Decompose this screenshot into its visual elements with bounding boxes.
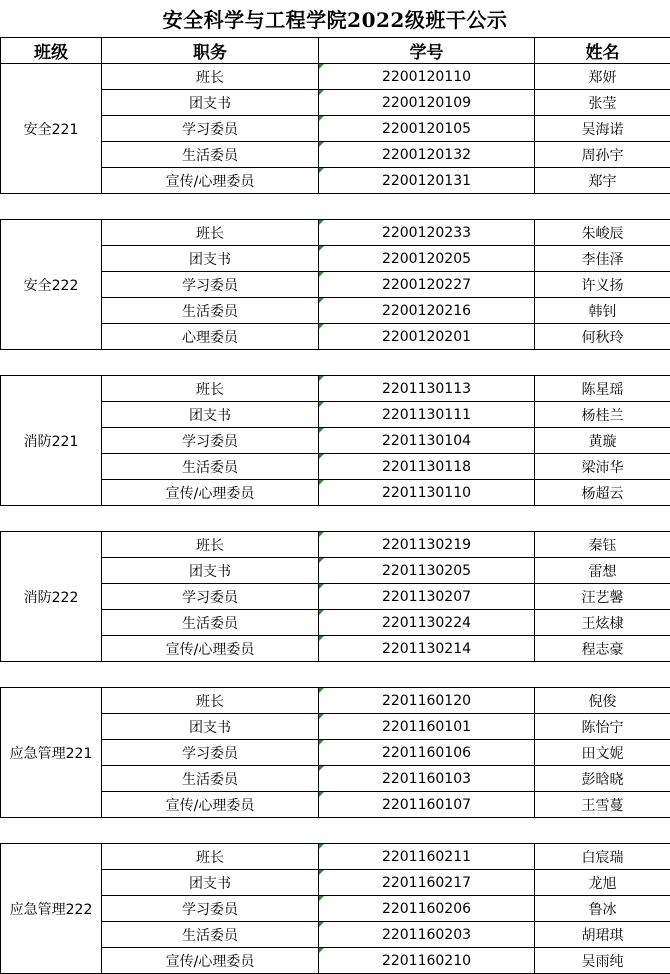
name-cell: 胡珺琪 (535, 922, 670, 948)
position-cell: 团支书 (102, 870, 319, 896)
name-cell: 李佳泽 (535, 246, 670, 272)
position-cell: 班长 (102, 64, 319, 90)
name-cell: 王雪蔓 (535, 792, 670, 818)
table-row (1, 532, 670, 558)
position-cell: 生活委员 (102, 766, 319, 792)
position-cell: 生活委员 (102, 298, 319, 324)
student-id-cell: 2201160106 (319, 740, 535, 766)
table-row (1, 298, 670, 324)
name-cell: 秦钰 (535, 532, 670, 558)
header-class: 班级 (1, 38, 102, 64)
name-cell: 朱峻辰 (535, 220, 670, 246)
position-cell: 班长 (102, 844, 319, 870)
name-cell: 杨桂兰 (535, 402, 670, 428)
student-id-cell: 2201160120 (319, 688, 535, 714)
position-cell: 团支书 (102, 90, 319, 116)
student-id-cell: 2201160101 (319, 714, 535, 740)
position-cell: 班长 (102, 688, 319, 714)
table-row (1, 766, 670, 792)
student-id-cell: 2201160210 (319, 948, 535, 974)
class-name-cell: 安全222 (1, 220, 102, 350)
name-cell: 吴雨纯 (535, 948, 670, 974)
table-row (1, 142, 670, 168)
student-id-cell: 2200120109 (319, 90, 535, 116)
class-name-cell: 应急管理221 (1, 688, 102, 818)
position-cell: 班长 (102, 376, 319, 402)
table-row (1, 64, 670, 90)
student-id-cell: 2201130104 (319, 428, 535, 454)
student-id-cell: 2201130110 (319, 480, 535, 506)
student-id-cell: 2200120233 (319, 220, 535, 246)
student-id-cell: 2201160206 (319, 896, 535, 922)
student-id-cell: 2200120201 (319, 324, 535, 350)
header-position: 职务 (102, 38, 319, 64)
header-student-id: 学号 (319, 38, 535, 64)
name-cell: 韩钊 (535, 298, 670, 324)
table-row (1, 272, 670, 298)
student-id-cell: 2201130219 (319, 532, 535, 558)
student-id-cell: 2200120205 (319, 246, 535, 272)
name-cell: 许义扬 (535, 272, 670, 298)
position-cell: 学习委员 (102, 428, 319, 454)
student-id-cell: 2201160107 (319, 792, 535, 818)
student-id-cell: 2200120131 (319, 168, 535, 194)
table-row (1, 922, 670, 948)
header-name: 姓名 (535, 38, 670, 64)
position-cell: 宣传/心理委员 (102, 948, 319, 974)
name-cell: 龙旭 (535, 870, 670, 896)
position-cell: 学习委员 (102, 116, 319, 142)
table-row (1, 324, 670, 350)
student-id-cell: 2200120110 (319, 64, 535, 90)
table-row (1, 558, 670, 584)
table-header-row (1, 38, 670, 64)
position-cell: 团支书 (102, 714, 319, 740)
name-cell: 白宸瑞 (535, 844, 670, 870)
student-id-cell: 2201130111 (319, 402, 535, 428)
name-cell: 雷想 (535, 558, 670, 584)
name-cell: 程志豪 (535, 636, 670, 662)
table-row (1, 376, 670, 402)
name-cell: 吴海诺 (535, 116, 670, 142)
student-id-cell: 2201160203 (319, 922, 535, 948)
student-id-cell: 2200120105 (319, 116, 535, 142)
spacer-cell (1, 818, 670, 844)
name-cell: 何秋玲 (535, 324, 670, 350)
student-id-cell: 2201130205 (319, 558, 535, 584)
student-id-cell: 2201160217 (319, 870, 535, 896)
student-id-cell: 2201160103 (319, 766, 535, 792)
table-row (1, 246, 670, 272)
position-cell: 团支书 (102, 402, 319, 428)
table-row (1, 948, 670, 974)
spacer-cell (1, 662, 670, 688)
name-cell: 张莹 (535, 90, 670, 116)
position-cell: 班长 (102, 532, 319, 558)
table-row (1, 844, 670, 870)
table-row (1, 454, 670, 480)
cadre-table (0, 37, 670, 974)
page-title: 安全科学与工程学院2022级班干公示 (0, 0, 670, 37)
student-id-cell: 2200120227 (319, 272, 535, 298)
table-row (1, 870, 670, 896)
name-cell: 黄璇 (535, 428, 670, 454)
class-name-cell: 安全221 (1, 64, 102, 194)
name-cell: 鲁冰 (535, 896, 670, 922)
group-spacer (1, 662, 670, 688)
position-cell: 团支书 (102, 246, 319, 272)
name-cell: 周孙宇 (535, 142, 670, 168)
name-cell: 郑宇 (535, 168, 670, 194)
name-cell: 杨超云 (535, 480, 670, 506)
student-id-cell: 2201130214 (319, 636, 535, 662)
position-cell: 学习委员 (102, 272, 319, 298)
name-cell: 郑妍 (535, 64, 670, 90)
position-cell: 生活委员 (102, 922, 319, 948)
spacer-cell (1, 350, 670, 376)
spacer-cell (1, 506, 670, 532)
class-name-cell: 消防222 (1, 532, 102, 662)
table-row (1, 116, 670, 142)
group-spacer (1, 194, 670, 220)
name-cell: 田文妮 (535, 740, 670, 766)
table-row (1, 168, 670, 194)
student-id-cell: 2201130224 (319, 610, 535, 636)
class-name-cell: 应急管理222 (1, 844, 102, 974)
table-row (1, 792, 670, 818)
table-row (1, 896, 670, 922)
student-id-cell: 2200120216 (319, 298, 535, 324)
position-cell: 学习委员 (102, 740, 319, 766)
position-cell: 宣传/心理委员 (102, 636, 319, 662)
position-cell: 学习委员 (102, 584, 319, 610)
table-row (1, 428, 670, 454)
spacer-cell (1, 194, 670, 220)
table-row (1, 480, 670, 506)
table-row (1, 220, 670, 246)
position-cell: 宣传/心理委员 (102, 480, 319, 506)
name-cell: 陈怡宁 (535, 714, 670, 740)
name-cell: 汪艺馨 (535, 584, 670, 610)
table-row (1, 584, 670, 610)
group-spacer (1, 350, 670, 376)
table-row (1, 90, 670, 116)
position-cell: 宣传/心理委员 (102, 168, 319, 194)
name-cell: 倪俊 (535, 688, 670, 714)
student-id-cell: 2201130118 (319, 454, 535, 480)
table-row (1, 688, 670, 714)
table-row (1, 714, 670, 740)
table-row (1, 636, 670, 662)
table-row (1, 402, 670, 428)
name-cell: 王炫棣 (535, 610, 670, 636)
name-cell: 彭晗晓 (535, 766, 670, 792)
position-cell: 学习委员 (102, 896, 319, 922)
student-id-cell: 2201130207 (319, 584, 535, 610)
student-id-cell: 2201160211 (319, 844, 535, 870)
position-cell: 生活委员 (102, 142, 319, 168)
position-cell: 团支书 (102, 558, 319, 584)
table-row (1, 610, 670, 636)
group-spacer (1, 818, 670, 844)
name-cell: 梁沛华 (535, 454, 670, 480)
class-name-cell: 消防221 (1, 376, 102, 506)
table-body (1, 64, 670, 974)
position-cell: 班长 (102, 220, 319, 246)
position-cell: 生活委员 (102, 610, 319, 636)
student-id-cell: 2200120132 (319, 142, 535, 168)
group-spacer (1, 506, 670, 532)
student-id-cell: 2201130113 (319, 376, 535, 402)
table-row (1, 740, 670, 766)
name-cell: 陈星瑶 (535, 376, 670, 402)
position-cell: 生活委员 (102, 454, 319, 480)
position-cell: 心理委员 (102, 324, 319, 350)
position-cell: 宣传/心理委员 (102, 792, 319, 818)
